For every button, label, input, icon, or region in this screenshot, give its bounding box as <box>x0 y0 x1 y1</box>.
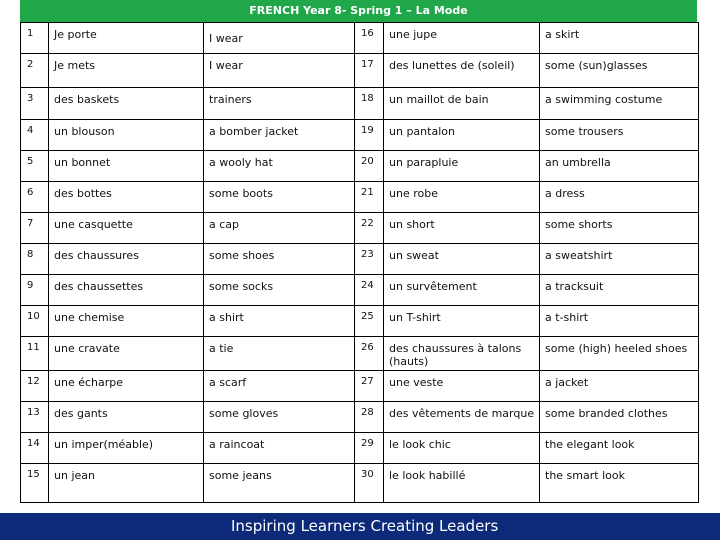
item-number: 1 <box>21 23 49 54</box>
footer-bar <box>0 513 720 540</box>
english-translation: some boots <box>204 182 355 213</box>
english-translation: some (sun)glasses <box>540 54 699 88</box>
english-translation: some (high) heeled shoes <box>540 337 699 371</box>
english-translation: the elegant look <box>540 433 699 464</box>
english-translation: the smart look <box>540 464 699 503</box>
item-number: 28 <box>355 402 384 433</box>
english-translation: some shoes <box>204 244 355 275</box>
item-number: 6 <box>21 182 49 213</box>
table-row <box>21 402 699 433</box>
vocabulary-table-body <box>21 23 699 503</box>
english-translation: a swimming costume <box>540 88 699 120</box>
item-number: 25 <box>355 306 384 337</box>
item-number: 12 <box>21 371 49 402</box>
english-translation: some socks <box>204 275 355 306</box>
table-row <box>21 306 699 337</box>
french-word: des bottes <box>49 182 204 213</box>
french-word: des lunettes de (soleil) <box>384 54 540 88</box>
english-translation: some branded clothes <box>540 402 699 433</box>
french-word: des chaussettes <box>49 275 204 306</box>
french-word: des gants <box>49 402 204 433</box>
english-translation: a dress <box>540 182 699 213</box>
french-word: une veste <box>384 371 540 402</box>
item-number: 16 <box>355 23 384 54</box>
english-translation: I wear <box>204 23 355 54</box>
item-number: 24 <box>355 275 384 306</box>
item-number: 23 <box>355 244 384 275</box>
footer-slogan: Inspiring Learners Creating Leaders <box>231 517 499 535</box>
english-translation: some shorts <box>540 213 699 244</box>
french-word: un parapluie <box>384 151 540 182</box>
item-number: 20 <box>355 151 384 182</box>
french-word: des vêtements de marque <box>384 402 540 433</box>
table-row <box>21 371 699 402</box>
french-word: un sweat <box>384 244 540 275</box>
english-translation: a tracksuit <box>540 275 699 306</box>
english-translation: a scarf <box>204 371 355 402</box>
item-number: 5 <box>21 151 49 182</box>
item-number: 18 <box>355 88 384 120</box>
table-row <box>21 213 699 244</box>
item-number: 17 <box>355 54 384 88</box>
item-number: 4 <box>21 120 49 151</box>
french-word: une casquette <box>49 213 204 244</box>
item-number: 7 <box>21 213 49 244</box>
english-translation: a skirt <box>540 23 699 54</box>
french-word: des baskets <box>49 88 204 120</box>
item-number: 13 <box>21 402 49 433</box>
item-number: 29 <box>355 433 384 464</box>
english-translation: some trousers <box>540 120 699 151</box>
table-row <box>21 464 699 503</box>
french-word: une cravate <box>49 337 204 371</box>
english-translation: trainers <box>204 88 355 120</box>
table-row <box>21 54 699 88</box>
english-translation: a jacket <box>540 371 699 402</box>
table-row <box>21 182 699 213</box>
english-translation: some gloves <box>204 402 355 433</box>
item-number: 30 <box>355 464 384 503</box>
french-word: un jean <box>49 464 204 503</box>
english-translation: an umbrella <box>540 151 699 182</box>
english-translation: a bomber jacket <box>204 120 355 151</box>
english-translation: a t-shirt <box>540 306 699 337</box>
item-number: 26 <box>355 337 384 371</box>
item-number: 3 <box>21 88 49 120</box>
item-number: 19 <box>355 120 384 151</box>
item-number: 9 <box>21 275 49 306</box>
french-word: le look chic <box>384 433 540 464</box>
item-number: 21 <box>355 182 384 213</box>
french-word: un pantalon <box>384 120 540 151</box>
english-translation: a sweatshirt <box>540 244 699 275</box>
table-row <box>21 151 699 182</box>
page-title: FRENCH Year 8- Spring 1 – La Mode <box>20 0 697 22</box>
french-word: une jupe <box>384 23 540 54</box>
item-number: 2 <box>21 54 49 88</box>
item-number: 14 <box>21 433 49 464</box>
table-row <box>21 23 699 54</box>
french-word: des chaussures <box>49 244 204 275</box>
french-word: un imper(méable) <box>49 433 204 464</box>
table-row <box>21 120 699 151</box>
item-number: 27 <box>355 371 384 402</box>
french-word: une écharpe <box>49 371 204 402</box>
french-word: un blouson <box>49 120 204 151</box>
english-translation: a tie <box>204 337 355 371</box>
french-word: une chemise <box>49 306 204 337</box>
english-translation: a shirt <box>204 306 355 337</box>
french-word: un survêtement <box>384 275 540 306</box>
english-translation: I wear <box>204 54 355 88</box>
item-number: 11 <box>21 337 49 371</box>
french-word: Je mets <box>49 54 204 88</box>
french-word: un maillot de bain <box>384 88 540 120</box>
table-row <box>21 88 699 120</box>
table-row <box>21 275 699 306</box>
french-word: un T-shirt <box>384 306 540 337</box>
french-word: un short <box>384 213 540 244</box>
french-word: un bonnet <box>49 151 204 182</box>
item-number: 22 <box>355 213 384 244</box>
french-word: des chaussures à talons (hauts) <box>384 337 540 371</box>
table-row <box>21 337 699 371</box>
table-row <box>21 244 699 275</box>
english-translation: a cap <box>204 213 355 244</box>
english-translation: a wooly hat <box>204 151 355 182</box>
item-number: 10 <box>21 306 49 337</box>
french-word: le look habillé <box>384 464 540 503</box>
item-number: 8 <box>21 244 49 275</box>
english-translation: a raincoat <box>204 433 355 464</box>
table-row <box>21 433 699 464</box>
item-number: 15 <box>21 464 49 503</box>
english-translation: some jeans <box>204 464 355 503</box>
french-word: une robe <box>384 182 540 213</box>
vocabulary-table <box>20 22 699 503</box>
french-word: Je porte <box>49 23 204 54</box>
